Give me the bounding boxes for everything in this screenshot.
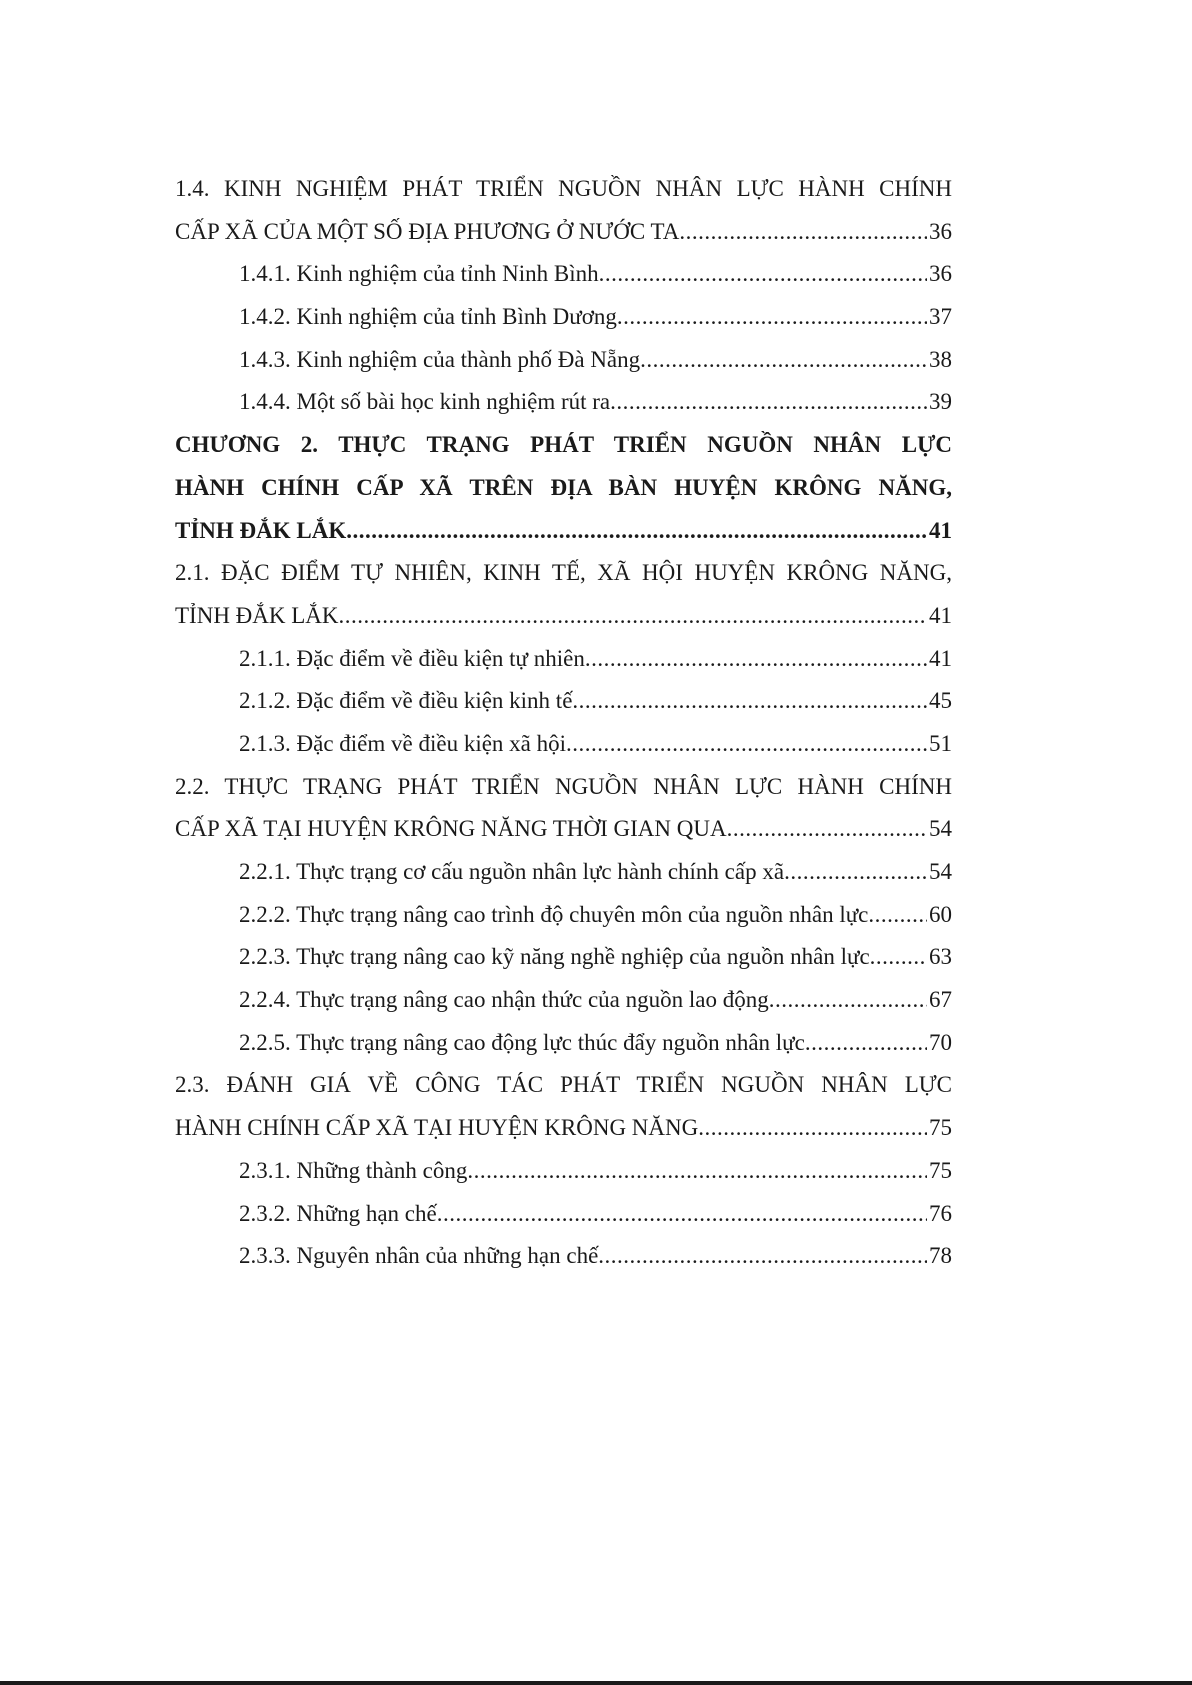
toc-entry-1-4-4[interactable]: [175, 381, 952, 424]
leader-dots: [727, 808, 927, 851]
leader-dots: [437, 1193, 927, 1236]
toc-entry-text: 1.4.2. Kinh nghiệm của tỉnh Bình Dương: [239, 304, 617, 330]
toc-entry-text: 2.3.1. Những thành công: [239, 1157, 468, 1183]
toc-entry-2-3-line2[interactable]: [175, 1107, 952, 1150]
toc-page-number: 67: [929, 987, 952, 1013]
leader-dots: [679, 211, 927, 254]
leader-dots: [585, 638, 927, 681]
toc-entry-2-2-5[interactable]: [175, 1022, 952, 1065]
toc-page-number: 51: [929, 730, 952, 756]
leader-dots: [698, 1107, 927, 1150]
toc-page-number: 38: [929, 346, 952, 372]
toc-entry-2-2-4[interactable]: [175, 979, 952, 1022]
leader-dots: [599, 253, 927, 296]
leader-dots: [617, 296, 927, 339]
leader-dots: [339, 595, 927, 638]
toc-page-number: 75: [929, 1115, 952, 1141]
toc-entry-text: 2.2.5. Thực trạng nâng cao động lực thúc đẩy nguồn nhân lực: [239, 1029, 805, 1055]
toc-entry-2-2-1[interactable]: [175, 851, 952, 894]
toc-page-number: 70: [929, 1029, 952, 1055]
toc-page-number: 36: [929, 261, 952, 287]
toc-page-number: 41: [929, 602, 952, 628]
toc-page-number: 36: [929, 218, 952, 244]
leader-dots: [805, 1022, 927, 1065]
toc-entry-text: 1.4.3. Kinh nghiệm của thành phố Đà Nẵng: [239, 346, 641, 372]
toc-page-number: 63: [929, 944, 952, 970]
toc-entry-text: 1.4.4. Một số bài học kinh nghiệm rút ra: [239, 389, 611, 415]
toc-page-number: 37: [929, 304, 952, 330]
toc-page-number: 54: [929, 816, 952, 842]
toc-entry-2-3-line1: 2.3. ĐÁNH GIÁ VỀ CÔNG TÁC PHÁT TRIỂN NGUỒN NHÂN LỰC: [175, 1072, 952, 1098]
toc-entry-text: 2.2.3. Thực trạng nâng cao kỹ năng nghề nghiệp của nguồn nhân lực: [239, 944, 870, 970]
toc-entry-text: 2.2.1. Thực trạng cơ cấu nguồn nhân lực hành chính cấp xã: [239, 859, 785, 884]
leader-dots: [572, 680, 927, 723]
toc-entry-text: 1.4.1. Kinh nghiệm của tỉnh Ninh Bình: [239, 261, 599, 287]
page-bottom-edge: [0, 1681, 1192, 1685]
toc-entry-text: 2.1.3. Đặc điểm về điều kiện xã hội: [239, 730, 567, 756]
leader-dots: [640, 339, 927, 382]
toc-page-number: 78: [929, 1243, 952, 1269]
toc-entry-1-4-line1: 1.4. KINH NGHIỆM PHÁT TRIỂN NGUỒN NHÂN LỰC HÀNH CHÍNH: [175, 176, 952, 201]
toc-page-number: 41: [929, 517, 952, 543]
toc-entry-text: CẤP XÃ CỦA MỘT SỐ ĐỊA PHƯƠNG Ở NƯỚC TA: [175, 218, 680, 244]
toc-entry-2-3-3[interactable]: [175, 1235, 952, 1278]
toc-entry-text: 2.1.2. Đặc điểm về điều kiện kinh tế: [239, 688, 573, 714]
toc-entry-1-4-2[interactable]: [175, 296, 952, 339]
toc-page-number: 45: [929, 688, 952, 714]
toc-entry-2-1-3[interactable]: [175, 723, 952, 766]
toc-entry-2-2-2[interactable]: [175, 894, 952, 937]
toc-entry-text: 2.1.1. Đặc điểm về điều kiện tự nhiên: [239, 645, 585, 671]
toc-entry-1-4-1[interactable]: [175, 253, 952, 296]
toc-entry-1-4-3[interactable]: [175, 339, 952, 382]
toc-entry-2-2-line1: 2.2. THỰC TRẠNG PHÁT TRIỂN NGUỒN NHÂN LỰC HÀNH CHÍNH: [175, 773, 952, 799]
toc-entry-1-4-line2[interactable]: [175, 211, 952, 254]
toc-page-number: 76: [929, 1200, 952, 1226]
toc-entry-text: 2.2.2. Thực trạng nâng cao trình độ chuyên môn của nguồn nhân lực: [239, 901, 869, 927]
toc-entry-text: 2.3.3. Nguyên nhân của những hạn chế: [239, 1243, 599, 1269]
toc-entry-2-2-line2[interactable]: [175, 808, 952, 851]
leader-dots: [346, 510, 927, 553]
toc-entry-2-2-3[interactable]: [175, 936, 952, 979]
toc-entry-2-1-2[interactable]: [175, 680, 952, 723]
toc-page-number: 39: [929, 389, 952, 415]
leader-dots: [566, 723, 927, 766]
toc-entry-text: TỈNH ĐẮK LẮK: [175, 602, 339, 628]
toc-entry-text: TỈNH ĐẮK LẮK: [175, 517, 347, 543]
toc-entry-text: 2.3.2. Những hạn chế: [239, 1200, 437, 1226]
leader-dots: [467, 1150, 927, 1193]
toc-entry-2-1-line1: 2.1. ĐẶC ĐIỂM TỰ NHIÊN, KINH TẾ, XÃ HỘI HUYỆN KRÔNG NĂNG,: [175, 560, 952, 586]
toc-entry-text: 2.2.4. Thực trạng nâng cao nhận thức của nguồn lao động: [239, 987, 769, 1013]
toc-entry-2-3-1[interactable]: [175, 1150, 952, 1193]
toc-entry-text: HÀNH CHÍNH CẤP XÃ TẠI HUYỆN KRÔNG NĂNG: [175, 1115, 699, 1141]
toc-entry-text: CẤP XÃ TẠI HUYỆN KRÔNG NĂNG THỜI GIAN QUA: [175, 816, 727, 842]
toc-page-number: 60: [929, 901, 952, 927]
toc-page-number: 75: [929, 1157, 952, 1183]
table-of-contents: [175, 168, 952, 1278]
toc-entry-2-1-line2[interactable]: [175, 595, 952, 638]
leader-dots: [784, 851, 927, 894]
toc-page-number: 41: [929, 645, 952, 671]
leader-dots: [598, 1235, 927, 1278]
leader-dots: [769, 979, 927, 1022]
toc-chapter-2-line1: CHƯƠNG 2. THỰC TRẠNG PHÁT TRIỂN NGUỒN NHÂN LỰC: [175, 432, 952, 458]
toc-entry-2-1-1[interactable]: [175, 638, 952, 681]
leader-dots: [868, 894, 927, 937]
leader-dots: [870, 936, 927, 979]
toc-entry-2-3-2[interactable]: [175, 1193, 952, 1236]
leader-dots: [610, 381, 927, 424]
toc-chapter-2-line3[interactable]: [175, 510, 952, 553]
toc-page-number: 54: [929, 859, 952, 884]
toc-chapter-2-line2: HÀNH CHÍNH CẤP XÃ TRÊN ĐỊA BÀN HUYỆN KRÔNG NĂNG,: [175, 474, 952, 500]
